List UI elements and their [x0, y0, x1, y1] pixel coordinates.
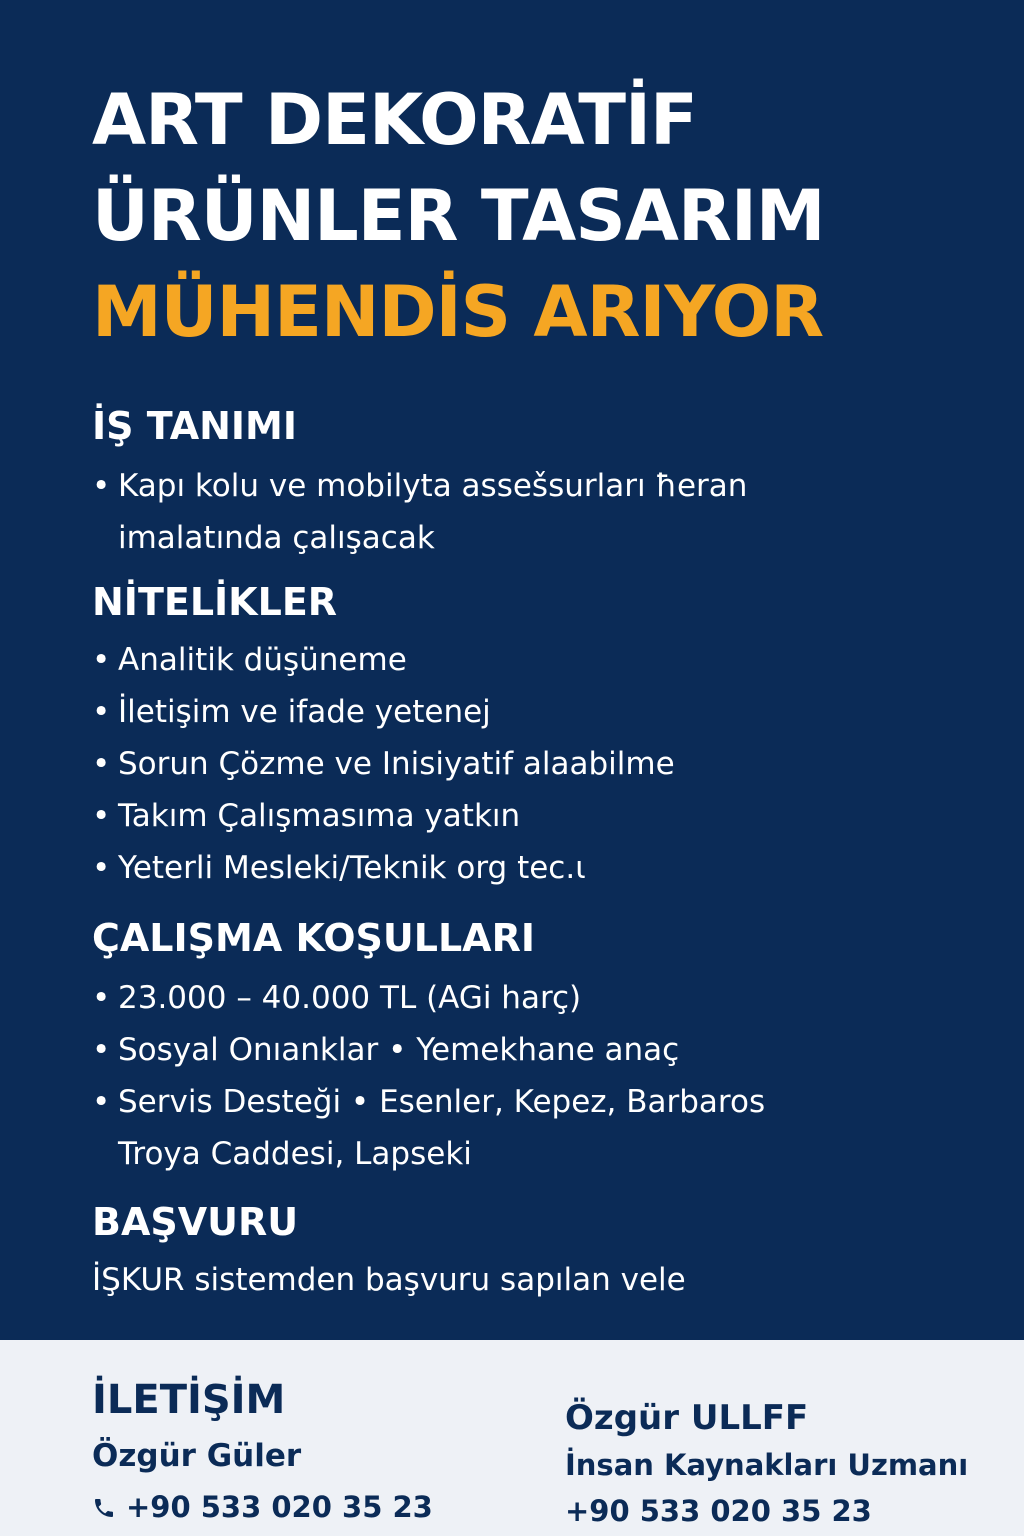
list-item-text: Takım Çalışmasıma yatkın [118, 798, 521, 834]
hr-contact-phone[interactable]: +90 533 020 35 23 [565, 1494, 872, 1528]
bullet-icon: • [92, 850, 111, 886]
list-item-line-1: Kapı kolu ve mobilyta assešsurları ħeran [118, 468, 748, 504]
working-conditions-list [92, 972, 972, 1180]
contact-title: İLETİŞİM [92, 1377, 286, 1423]
hr-contact-role: İnsan Kaynakları Uzmanı [565, 1448, 969, 1482]
contact-phone[interactable] [92, 1485, 433, 1529]
poster-title [92, 72, 825, 360]
application-text: İŞKUR sistemden başvuru sapılan vele [92, 1262, 686, 1298]
list-item-text: Yeterli Mesleki/Teknik org tec.ɩ [118, 850, 586, 886]
bullet-icon: • [92, 642, 111, 678]
working-conditions-heading: ÇALIŞMA KOŞULLARI [92, 916, 535, 960]
title-line-1: ART DEKORATİF [92, 79, 697, 161]
list-item [92, 634, 972, 686]
job-description-heading: İŞ TANIMI [92, 404, 298, 448]
bullet-icon: • [92, 980, 111, 1016]
list-item [92, 842, 972, 894]
bullet-icon: • [92, 746, 111, 782]
list-item [92, 1024, 972, 1076]
list-item [92, 686, 972, 738]
bullet-icon: • [92, 1032, 111, 1068]
list-item-text: Sosyal Onıanklar • Yemekhane anaç [118, 1032, 680, 1068]
list-item [92, 738, 972, 790]
contact-phone-number: +90 533 020 35 23 [126, 1490, 433, 1524]
title-line-3-accent: MÜHENDİS ARIYOR [92, 271, 824, 353]
list-item [92, 790, 972, 842]
list-item-text: İletişim ve ifade yetenej [118, 694, 491, 730]
list-item-text: Analitik düşüneme [118, 642, 407, 678]
list-item-line-1: Servis Desteği • Esenler, Kepez, Barbaros [118, 1084, 766, 1120]
bullet-icon: • [92, 798, 111, 834]
application-heading: BAŞVURU [92, 1200, 299, 1244]
list-item [92, 1076, 972, 1180]
bullet-icon: • [92, 468, 111, 504]
list-item-text: Sorun Çözme ve Inisiyatif alaabilme [118, 746, 675, 782]
job-description-list [92, 460, 972, 564]
contact-footer [0, 1340, 1024, 1536]
bullet-icon: • [92, 1084, 111, 1120]
qualifications-list [92, 634, 972, 894]
bullet-icon: • [92, 694, 111, 730]
phone-icon [92, 1496, 116, 1520]
list-item-line-2: Troya Caddesi, Lapseki [118, 1136, 472, 1172]
hr-contact-name: Özgür ULLFF [565, 1398, 809, 1438]
list-item-text: 23.000 – 40.000 TL (AGi harç) [118, 980, 582, 1016]
contact-name: Özgür Güler [92, 1438, 302, 1474]
list-item-line-2: imalatında çalışacak [118, 520, 435, 556]
title-line-2: ÜRÜNLER TASARIM [92, 175, 825, 257]
list-item [92, 460, 972, 564]
list-item [92, 972, 972, 1024]
qualifications-heading: NİTELİKLER [92, 580, 338, 624]
